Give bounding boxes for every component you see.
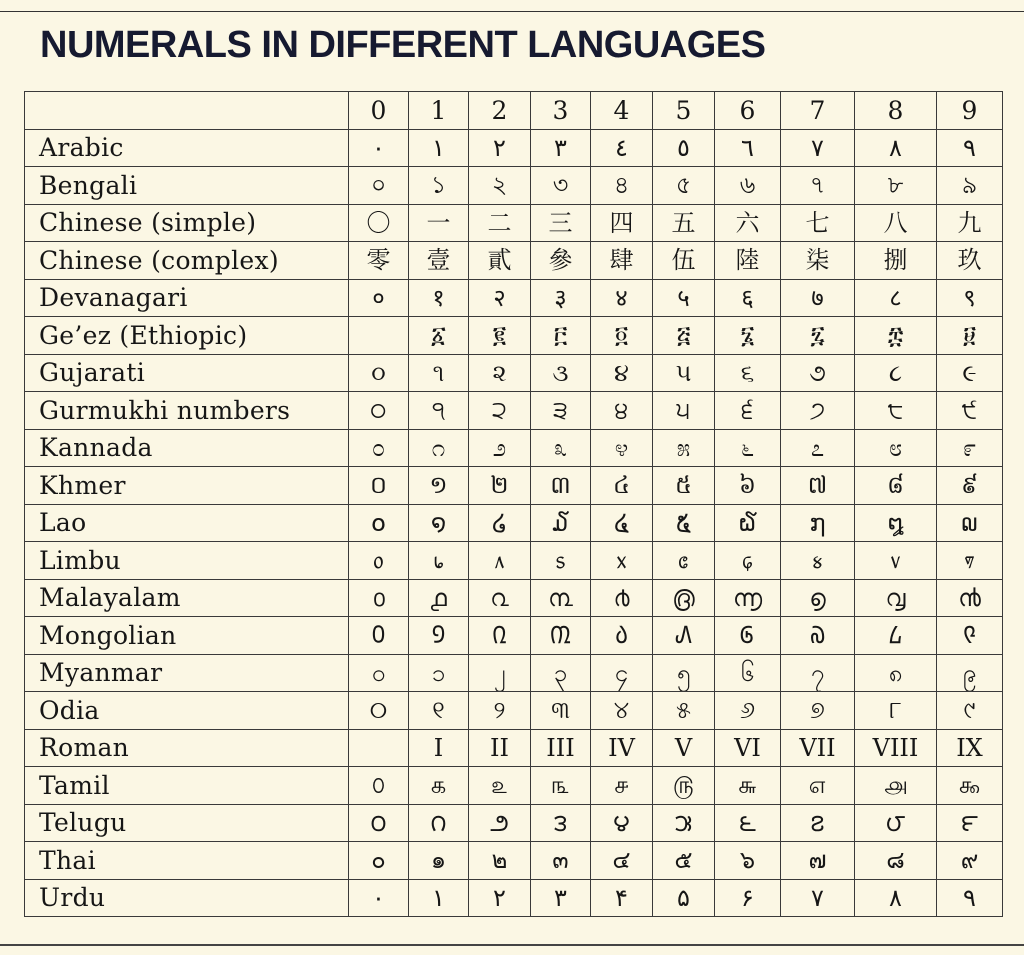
numeral-cell: ໖ — [715, 504, 781, 542]
numeral-cell: ௭ — [781, 767, 855, 805]
numeral-cell: ᠐ — [349, 617, 409, 655]
numeral-cell: ૭ — [781, 354, 855, 392]
table-row — [25, 354, 1003, 392]
numeral-cell: ۳ — [531, 879, 591, 917]
numeral-cell: ፮ — [715, 317, 781, 355]
table-row — [25, 729, 1003, 767]
numeral-cell: ২ — [469, 167, 531, 205]
numeral-cell: ೪ — [591, 429, 653, 467]
table-row — [25, 392, 1003, 430]
numeral-cell: ೩ — [531, 429, 591, 467]
language-name-cell: Chinese (complex) — [25, 242, 349, 280]
numeral-cell: ൪ — [591, 579, 653, 617]
numeral-cell: ९ — [937, 279, 1003, 317]
numeral-cell: ୩ — [531, 692, 591, 730]
numeral-cell: ໗ — [781, 504, 855, 542]
numeral-cell: ᥎ — [855, 542, 937, 580]
numeral-cell: ૪ — [591, 354, 653, 392]
numeral-cell: ᠓ — [531, 617, 591, 655]
language-name-cell: Ge’ez (Ethiopic) — [25, 317, 349, 355]
numeral-cell: ٩ — [937, 129, 1003, 167]
numeral-cell: ৮ — [855, 167, 937, 205]
header-cell: 1 — [409, 92, 469, 130]
numeral-cell: ೨ — [469, 429, 531, 467]
header-cell: 3 — [531, 92, 591, 130]
language-name-cell: Khmer — [25, 467, 349, 505]
numeral-cell — [349, 729, 409, 767]
language-name-cell: Kannada — [25, 429, 349, 467]
numeral-cell: ᠗ — [781, 617, 855, 655]
numeral-cell: ٣ — [531, 129, 591, 167]
numeral-cell: ๙ — [937, 842, 1003, 880]
numeral-cell: ੨ — [469, 392, 531, 430]
numeral-cell: ੯ — [937, 392, 1003, 430]
numeral-cell: ૨ — [469, 354, 531, 392]
numeral-cell: 玖 — [937, 242, 1003, 280]
numeral-cell: 零 — [349, 242, 409, 280]
numeral-cell: ૩ — [531, 354, 591, 392]
numeral-cell: ១ — [409, 467, 469, 505]
language-name-cell: Chinese (simple) — [25, 204, 349, 242]
language-name-cell: Bengali — [25, 167, 349, 205]
table-row — [25, 842, 1003, 880]
table-row — [25, 317, 1003, 355]
numeral-cell: ੮ — [855, 392, 937, 430]
numeral-cell: ២ — [469, 467, 531, 505]
numeral-cell: ፩ — [409, 317, 469, 355]
language-name-cell: Tamil — [25, 767, 349, 805]
language-name-cell: Roman — [25, 729, 349, 767]
numeral-cell: 柒 — [781, 242, 855, 280]
numeral-cell: ৭ — [781, 167, 855, 205]
numeral-cell: ၄ — [591, 654, 653, 692]
numeral-cell: ৪ — [591, 167, 653, 205]
language-name-cell: Gujarati — [25, 354, 349, 392]
numeral-cell: ৬ — [715, 167, 781, 205]
table-row — [25, 242, 1003, 280]
numeral-cell: ੬ — [715, 392, 781, 430]
numeral-cell: ౧ — [409, 804, 469, 842]
numeral-cell: ६ — [715, 279, 781, 317]
numeral-cell: ๕ — [653, 842, 715, 880]
numeral-cell: ૧ — [409, 354, 469, 392]
numeral-cell: ௦ — [349, 767, 409, 805]
numeral-cell: ፫ — [531, 317, 591, 355]
numeral-cell: १ — [409, 279, 469, 317]
numeral-cell: ၁ — [409, 654, 469, 692]
numeral-cell: ੪ — [591, 392, 653, 430]
top-rule — [0, 11, 1024, 12]
numeral-cell: ๐ — [349, 842, 409, 880]
numeral-cell: ໙ — [937, 504, 1003, 542]
numeral-cell: ૬ — [715, 354, 781, 392]
numeral-cell: ๑ — [409, 842, 469, 880]
numeral-cell: ٦ — [715, 129, 781, 167]
numeral-cell: ১ — [409, 167, 469, 205]
numeral-cell: ᠔ — [591, 617, 653, 655]
numeral-cell: ௬ — [715, 767, 781, 805]
numeral-cell: ௧ — [409, 767, 469, 805]
numeral-cell: ௫ — [653, 767, 715, 805]
numeral-cell: ๓ — [531, 842, 591, 880]
numeral-cell: ᠘ — [855, 617, 937, 655]
numeral-cell: ፱ — [937, 317, 1003, 355]
numeral-cell: ० — [349, 279, 409, 317]
numeral-cell: ๗ — [781, 842, 855, 880]
table-row — [25, 542, 1003, 580]
header-cell: 8 — [855, 92, 937, 130]
numeral-cell: ੫ — [653, 392, 715, 430]
numeral-cell: 九 — [937, 204, 1003, 242]
numeral-cell: 貳 — [469, 242, 531, 280]
numeral-cell: ០ — [349, 467, 409, 505]
table-row — [25, 692, 1003, 730]
numeral-cell: ၀ — [349, 654, 409, 692]
numeral-cell: ੩ — [531, 392, 591, 430]
language-name-cell: Arabic — [25, 129, 349, 167]
numeral-cell: ۵ — [653, 879, 715, 917]
numeral-cell: ੭ — [781, 392, 855, 430]
numeral-cell: II — [469, 729, 531, 767]
header-corner-cell — [25, 92, 349, 130]
numeral-cell: ١ — [409, 129, 469, 167]
numeral-cell: IX — [937, 729, 1003, 767]
numeral-cell: ൭ — [781, 579, 855, 617]
numeral-cell: ۱ — [409, 879, 469, 917]
numeral-cell: ୫ — [653, 692, 715, 730]
numeral-cell: ୬ — [715, 692, 781, 730]
numeral-cell: IV — [591, 729, 653, 767]
numeral-cell: ๔ — [591, 842, 653, 880]
numeral-cell: ୨ — [469, 692, 531, 730]
numeral-cell: ௯ — [937, 767, 1003, 805]
numeral-cell: ٨ — [855, 129, 937, 167]
numeral-cell: ७ — [781, 279, 855, 317]
table-body — [25, 92, 1003, 917]
numeral-cell: ౨ — [469, 804, 531, 842]
numeral-cell — [349, 317, 409, 355]
numeral-cell: ၈ — [855, 654, 937, 692]
numeral-cell: ३ — [531, 279, 591, 317]
numeral-cell: ໔ — [591, 504, 653, 542]
language-name-cell: Limbu — [25, 542, 349, 580]
numeral-cell: ٥ — [653, 129, 715, 167]
numeral-cell: 壹 — [409, 242, 469, 280]
numeral-cell: ୭ — [781, 692, 855, 730]
numeral-cell: ፪ — [469, 317, 531, 355]
numeral-cell: ೫ — [653, 429, 715, 467]
numeral-cell: I — [409, 729, 469, 767]
numeral-cell: 陸 — [715, 242, 781, 280]
language-name-cell: Thai — [25, 842, 349, 880]
numeral-cell: ੦ — [349, 392, 409, 430]
numeral-cell: ੧ — [409, 392, 469, 430]
numeral-cell: ೦ — [349, 429, 409, 467]
numeral-cell: ೯ — [937, 429, 1003, 467]
numeral-cell: ໕ — [653, 504, 715, 542]
table-row — [25, 167, 1003, 205]
numeral-cell: ۰ — [349, 879, 409, 917]
numeral-cell: III — [531, 729, 591, 767]
header-cell: 4 — [591, 92, 653, 130]
numeral-cell: ౦ — [349, 804, 409, 842]
language-name-cell: Lao — [25, 504, 349, 542]
numeral-cell: ๖ — [715, 842, 781, 880]
table-row — [25, 804, 1003, 842]
numeral-cell: ᠕ — [653, 617, 715, 655]
numeral-cell: ៦ — [715, 467, 781, 505]
numeral-cell: ௪ — [591, 767, 653, 805]
bottom-rule — [0, 944, 1024, 946]
numeral-cell: ௩ — [531, 767, 591, 805]
numeral-cell: ۸ — [855, 879, 937, 917]
numeral-cell: ๘ — [855, 842, 937, 880]
numeral-cell: 二 — [469, 204, 531, 242]
numeral-cell: ൨ — [469, 579, 531, 617]
numeral-cell: ๒ — [469, 842, 531, 880]
numeral-cell: ০ — [349, 167, 409, 205]
numeral-cell: २ — [469, 279, 531, 317]
numeral-cell: ೭ — [781, 429, 855, 467]
numeral-cell: ౮ — [855, 804, 937, 842]
numeral-cell: ၂ — [469, 654, 531, 692]
language-name-cell: Urdu — [25, 879, 349, 917]
numeral-cell: ୯ — [937, 692, 1003, 730]
numeral-cell: ۹ — [937, 879, 1003, 917]
table-row — [25, 654, 1003, 692]
numeral-cell: ೬ — [715, 429, 781, 467]
numeral-cell: ൬ — [715, 579, 781, 617]
page-title: NUMERALS IN DIFFERENT LANGUAGES — [40, 24, 766, 66]
numeral-cell: ៥ — [653, 467, 715, 505]
language-name-cell: Mongolian — [25, 617, 349, 655]
numeral-cell: ٠ — [349, 129, 409, 167]
numeral-cell: ᥉ — [531, 542, 591, 580]
numeral-cell: VI — [715, 729, 781, 767]
numeral-cell: 肆 — [591, 242, 653, 280]
table-row — [25, 429, 1003, 467]
numeral-cell: ፬ — [591, 317, 653, 355]
numeral-cell: ५ — [653, 279, 715, 317]
table-row — [25, 467, 1003, 505]
numeral-cell: ៤ — [591, 467, 653, 505]
numeral-cell: ᥍ — [781, 542, 855, 580]
numeral-cell: 捌 — [855, 242, 937, 280]
numeral-cell: ٤ — [591, 129, 653, 167]
numeral-cell: 三 — [531, 204, 591, 242]
numeral-cell: ౩ — [531, 804, 591, 842]
numeral-cell: ௨ — [469, 767, 531, 805]
numeral-cell: ٢ — [469, 129, 531, 167]
numeral-cell: ᥌ — [715, 542, 781, 580]
numeral-cell: ၆ — [715, 654, 781, 692]
numeral-cell: ౭ — [781, 804, 855, 842]
numeral-cell: ٧ — [781, 129, 855, 167]
numeral-cell: ۶ — [715, 879, 781, 917]
header-cell: 7 — [781, 92, 855, 130]
language-name-cell: Gurmukhi numbers — [25, 392, 349, 430]
table-header-row — [25, 92, 1003, 130]
numeral-cell: ໘ — [855, 504, 937, 542]
numeral-cell: ৯ — [937, 167, 1003, 205]
table-row — [25, 617, 1003, 655]
numeral-cell: 〇 — [349, 204, 409, 242]
numeral-cell: ൧ — [409, 579, 469, 617]
numeral-cell: ໓ — [531, 504, 591, 542]
numeral-cell: V — [653, 729, 715, 767]
numeral-cell: ૦ — [349, 354, 409, 392]
numeral-cell: ၅ — [653, 654, 715, 692]
numeral-cell: ൦ — [349, 579, 409, 617]
numeral-cell: ၉ — [937, 654, 1003, 692]
numeral-cell: ᠖ — [715, 617, 781, 655]
table-row — [25, 879, 1003, 917]
numeral-cell: ୦ — [349, 692, 409, 730]
table-row — [25, 204, 1003, 242]
numeral-cell: 伍 — [653, 242, 715, 280]
numeral-cell: 六 — [715, 204, 781, 242]
numeral-cell: 五 — [653, 204, 715, 242]
language-name-cell: Odia — [25, 692, 349, 730]
numeral-cell: ᥏ — [937, 542, 1003, 580]
numeral-cell: ౬ — [715, 804, 781, 842]
numeral-cell: ౫ — [653, 804, 715, 842]
numeral-cell: ᠒ — [469, 617, 531, 655]
numeral-cell: ၇ — [781, 654, 855, 692]
language-name-cell: Myanmar — [25, 654, 349, 692]
numeral-cell: ୧ — [409, 692, 469, 730]
numeral-cell: 四 — [591, 204, 653, 242]
numeral-cell: ൫ — [653, 579, 715, 617]
numeral-cell: ೧ — [409, 429, 469, 467]
numeral-cell: ૮ — [855, 354, 937, 392]
numeral-cell: ८ — [855, 279, 937, 317]
numeral-cell: ۴ — [591, 879, 653, 917]
numeral-cell: ၃ — [531, 654, 591, 692]
table-row — [25, 504, 1003, 542]
header-cell: 0 — [349, 92, 409, 130]
table-row — [25, 129, 1003, 167]
numeral-cell: ᠙ — [937, 617, 1003, 655]
numeral-cell: VIII — [855, 729, 937, 767]
table-row — [25, 767, 1003, 805]
numeral-cell: ૫ — [653, 354, 715, 392]
numeral-cell: VII — [781, 729, 855, 767]
numeral-cell: ৫ — [653, 167, 715, 205]
numeral-cell: ൯ — [937, 579, 1003, 617]
header-cell: 9 — [937, 92, 1003, 130]
numeral-cell: ໑ — [409, 504, 469, 542]
numeral-cell: ᥆ — [349, 542, 409, 580]
numeral-cell: ៩ — [937, 467, 1003, 505]
numeral-cell: ໐ — [349, 504, 409, 542]
table-row — [25, 579, 1003, 617]
numeral-cell: ४ — [591, 279, 653, 317]
language-name-cell: Telugu — [25, 804, 349, 842]
numeral-cell: ໒ — [469, 504, 531, 542]
numeral-cell: ᥇ — [409, 542, 469, 580]
numeral-cell: ৩ — [531, 167, 591, 205]
numeral-cell: ៧ — [781, 467, 855, 505]
numeral-cell: 參 — [531, 242, 591, 280]
numeral-cell: ៣ — [531, 467, 591, 505]
numeral-cell: ۷ — [781, 879, 855, 917]
numeral-cell: ౪ — [591, 804, 653, 842]
numeral-cell: ៨ — [855, 467, 937, 505]
numeral-cell: ೮ — [855, 429, 937, 467]
numeral-cell: ୪ — [591, 692, 653, 730]
numeral-cell: ᥈ — [469, 542, 531, 580]
header-cell: 2 — [469, 92, 531, 130]
numeral-cell: ᥋ — [653, 542, 715, 580]
numeral-cell: ፭ — [653, 317, 715, 355]
numeral-cell: 一 — [409, 204, 469, 242]
numeral-cell: 七 — [781, 204, 855, 242]
numeral-cell: ൮ — [855, 579, 937, 617]
numerals-table — [24, 91, 1003, 917]
language-name-cell: Devanagari — [25, 279, 349, 317]
language-name-cell: Malayalam — [25, 579, 349, 617]
numeral-cell: ௮ — [855, 767, 937, 805]
numeral-cell: ፰ — [855, 317, 937, 355]
numeral-cell: ૯ — [937, 354, 1003, 392]
numeral-cell: ୮ — [855, 692, 937, 730]
numeral-cell: ൩ — [531, 579, 591, 617]
numeral-cell: ፯ — [781, 317, 855, 355]
header-cell: 5 — [653, 92, 715, 130]
header-cell: 6 — [715, 92, 781, 130]
numeral-cell: 八 — [855, 204, 937, 242]
numeral-cell: ᠑ — [409, 617, 469, 655]
table-row — [25, 279, 1003, 317]
numeral-cell: ౯ — [937, 804, 1003, 842]
numeral-cell: ᥊ — [591, 542, 653, 580]
numeral-cell: ۲ — [469, 879, 531, 917]
